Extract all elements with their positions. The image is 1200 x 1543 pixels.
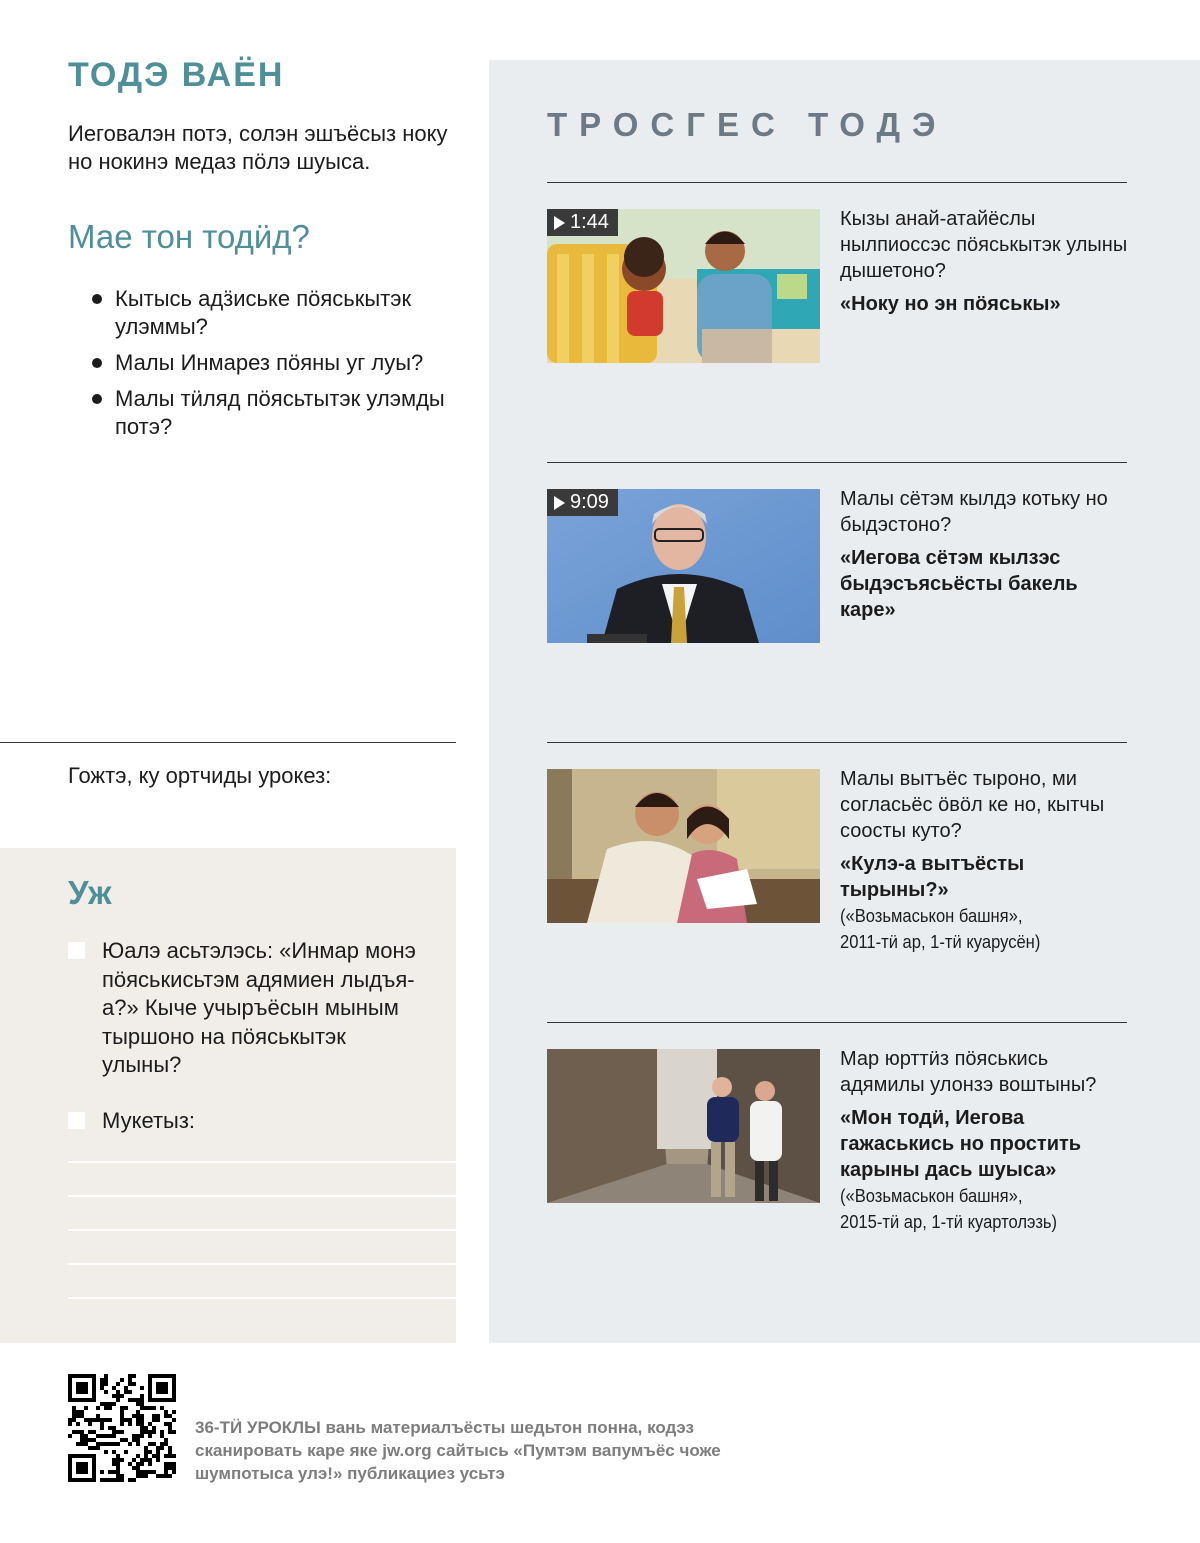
reading-item	[840, 206, 1130, 317]
item-source: («Возьмаськон башня»,	[840, 906, 1023, 926]
intro-text: Иеговалэн потэ, солэн эшъёсыз ноку но нокинэ медаз пöлэ шуыса.	[68, 121, 448, 174]
couple-walking-street-image	[547, 1049, 820, 1203]
task-item	[68, 937, 418, 1080]
item-question: Малы вытъёс тыроно, ми согласьёс öвöл ке но, кытчы соосты куто?	[840, 768, 1105, 842]
play-icon	[554, 216, 565, 230]
list-item: Малы Инмарез пöяны уг луы?	[92, 349, 462, 377]
reading-item	[840, 486, 1130, 623]
writing-line[interactable]	[68, 1195, 456, 1197]
item-question: Мар юрттӥз пöяськись адямилы улонзэ воштыны?	[840, 1048, 1097, 1096]
bullet-icon	[92, 394, 102, 404]
checkbox[interactable]	[68, 942, 85, 959]
item-title-link[interactable]: «Ноку но эн пöяськы»	[840, 293, 1061, 315]
reading-item	[840, 1046, 1130, 1235]
question-list	[92, 285, 462, 449]
item-question: Кызы анай-атайёслы нылпиоссэс пöяськытэк улыны дышетоно?	[840, 208, 1128, 282]
reading-item	[840, 766, 1130, 955]
duration-badge: 1:44	[547, 209, 618, 236]
writing-line[interactable]	[68, 1229, 456, 1231]
video-thumbnail[interactable]	[547, 489, 820, 643]
divider	[547, 1022, 1127, 1023]
couple-paperwork-image	[547, 769, 820, 923]
task-title: Уж	[68, 874, 112, 911]
writing-line[interactable]	[68, 1263, 456, 1265]
bullet-icon	[92, 358, 102, 368]
item-title-link[interactable]: «Кулэ-а вытъёсты тырыны?»	[840, 853, 1025, 901]
task-item	[68, 1107, 418, 1136]
play-icon	[554, 496, 565, 510]
item-question: Малы сётэм кылдэ котьку но быдэстоно?	[840, 488, 1108, 536]
item-source: 2015-тӥ ар, 1-тӥ куартолэзь)	[840, 1212, 1058, 1232]
task-panel	[0, 848, 456, 1343]
duration-badge: 9:09	[547, 489, 618, 516]
article-thumbnail[interactable]	[547, 769, 820, 923]
lesson-date-note: Гожтэ, ку ортчиды урокез:	[68, 763, 332, 788]
divider	[547, 182, 1127, 183]
list-item: Кытысь адӟиське пöяськытэк улэммы?	[92, 285, 462, 341]
divider	[547, 462, 1127, 463]
divider	[0, 742, 456, 743]
divider	[547, 742, 1127, 743]
bullet-icon	[92, 294, 102, 304]
video-thumbnail[interactable]	[547, 209, 820, 363]
item-source: («Возьмаськон башня»,	[840, 1186, 1023, 1206]
question-heading: Мае тон тодӥд?	[68, 218, 310, 255]
writing-line[interactable]	[68, 1161, 456, 1163]
section-title: ТОДЭ ВАЁН	[68, 56, 285, 94]
checkbox[interactable]	[68, 1112, 85, 1129]
qr-code-icon[interactable]	[68, 1374, 176, 1482]
task-text: Мукетыз:	[102, 1108, 196, 1133]
list-item: Малы тӥляд пöясьтытэк улэмды потэ?	[92, 385, 462, 441]
task-text: Юалэ асьтэлэсь: «Инмар монэ пöяськисьтэм адямиен лыдъя-а?» Кыче учыръёсын мыным тыршоно на пöяськытэк улыны?	[102, 938, 416, 1077]
item-title-link[interactable]: «Иегова сётэм кылзэс быдэсъясьёсты бакель каре»	[840, 547, 1078, 621]
item-source: 2011-тӥ ар, 1-тӥ куарусён)	[840, 932, 1041, 952]
article-thumbnail[interactable]	[547, 1049, 820, 1203]
further-title: ТРОСГЕС ТОДЭ	[547, 106, 948, 143]
item-title-link[interactable]: «Мон тодӥ, Иегова гажаськись но простить карыны дась шуыса»	[840, 1107, 1082, 1181]
writing-line[interactable]	[68, 1297, 456, 1299]
footer-text: 36-ТӤ УРОКЛЫ вань материалъёсты шедьтон понна, кодэз сканировать каре яке jw.org сайтысь «Пумтэм вапумъёс чоже шумпотыса улэ!» публикациез усьтэ	[195, 1418, 721, 1483]
